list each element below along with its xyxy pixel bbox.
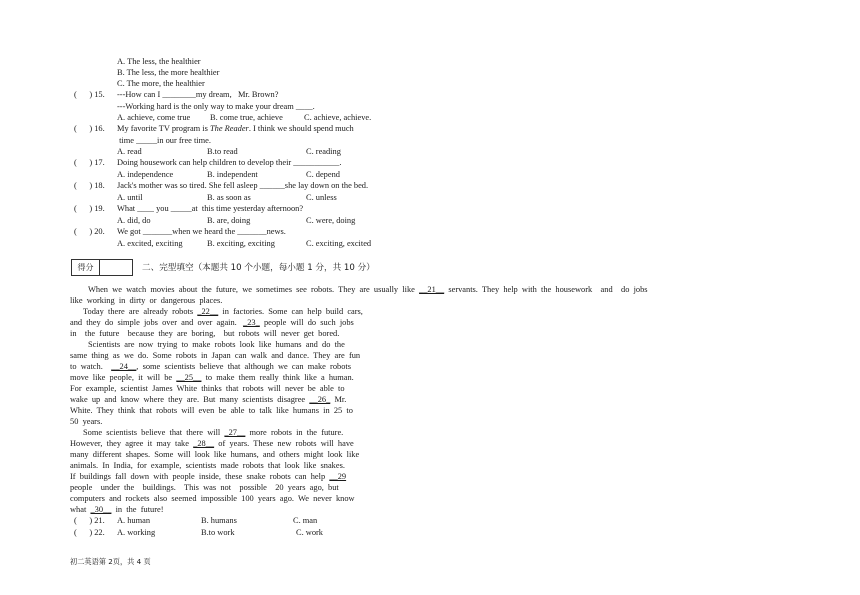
- q22-option-b: B.to work: [201, 528, 235, 537]
- blank-23: _23_: [243, 318, 260, 327]
- q21-bracket: ( ) 21.: [74, 516, 105, 525]
- passage-line: in the future because they are boring, but robots will never get bored.: [70, 329, 340, 338]
- passage-line: When we watch movies about the future, we sometimes see robots. They are usually like __21__ servants. They help with the housework and do jobs: [88, 285, 648, 294]
- q17-stem: Doing housework can help children to develop their ___________.: [117, 158, 342, 167]
- q15-stem-2: ---Working hard is the only way to make your dream ____.: [117, 102, 315, 111]
- q20-option-a: A. excited, exciting: [117, 239, 183, 248]
- q21-option-c: C. man: [293, 516, 318, 525]
- q15-option-b: B. come true, achieve: [210, 113, 283, 122]
- blank-27: _27__: [224, 428, 246, 437]
- q17-option-b: B. independent: [207, 170, 258, 179]
- passage-line: people under the buildings. This was not possible 20 years ago, but: [70, 483, 339, 492]
- blank-28: _28__: [193, 439, 215, 448]
- score-box: [71, 259, 133, 276]
- blank-25: __25__: [176, 373, 202, 382]
- q17-option-a: A. independence: [117, 170, 174, 179]
- passage-line: For example, scientist James White thinks that robots will never be able to: [70, 384, 345, 393]
- q14-option-a: A. The less, the healthier: [117, 57, 201, 66]
- q18-option-a: A. until: [117, 193, 143, 202]
- q16-stem: My favorite TV program is The Reader. I think we should spend much: [117, 124, 354, 133]
- score-label: 得分: [72, 260, 100, 275]
- q14-option-c: C. The more, the healthier: [117, 79, 205, 88]
- blank-29: __29: [329, 472, 347, 481]
- passage-line: like working in dirty or dangerous places.: [70, 296, 223, 305]
- passage-line: wake up and know where they are. But many scientists disagree __26_ Mr.: [70, 395, 347, 404]
- q18-option-c: C. unless: [306, 193, 337, 202]
- blank-24: __24__: [111, 362, 137, 371]
- q20-stem: We got _______when we heard the _______news.: [117, 227, 286, 236]
- q18-stem: Jack's mother was so tired. She fell asleep ______she lay down on the bed.: [117, 181, 369, 190]
- q15-bracket: ( ) 15.: [74, 90, 105, 99]
- q22-option-c: C. work: [296, 528, 323, 537]
- q16-option-c: C. reading: [306, 147, 341, 156]
- q19-bracket: ( ) 19.: [74, 204, 105, 213]
- q18-bracket: ( ) 18.: [74, 181, 105, 190]
- passage-line: animals. In India, for example, scientists made robots that look like snakes.: [70, 461, 345, 470]
- q19-option-c: C. were, doing: [306, 216, 356, 225]
- q15-option-a: A. achieve, come true: [117, 113, 191, 122]
- q15-stem: ---How can I ________my dream, Mr. Brown?: [117, 90, 279, 99]
- q14-option-b: B. The less, the more healthier: [117, 68, 220, 77]
- q17-bracket: ( ) 17.: [74, 158, 105, 167]
- q15-option-c: C. achieve, achieve.: [304, 113, 372, 122]
- passage-line: Scientists are now trying to make robots look like humans and do the: [88, 340, 345, 349]
- q18-option-b: B. as soon as: [207, 193, 251, 202]
- passage-line: If buildings fall down with people inside, these snake robots can help __29: [70, 472, 347, 481]
- passage-line: Today there are already robots _22__ in factories. Some can help build cars,: [83, 307, 363, 316]
- section-title: 二、完型填空（本题共 10 个小题，每小题 1 分，共 10 分）: [142, 263, 375, 273]
- q19-option-b: B. are, doing: [207, 216, 251, 225]
- q21-option-a: A. human: [117, 516, 151, 525]
- q16-bracket: ( ) 16.: [74, 124, 105, 133]
- passage-line: Some scientists believe that there will _27__ more robots in the future.: [83, 428, 344, 437]
- q17-option-c: C. depend: [306, 170, 340, 179]
- passage-line: White. They think that robots will even be able to talk like humans in 25 to: [70, 406, 353, 415]
- q19-stem: What ____ you _____at this time yesterday afternoon?: [117, 204, 304, 213]
- passage-line: what _30__ in the future!: [70, 505, 164, 514]
- passage-line: same thing as we do. Some robots in Japan can walk and dance. They are fun: [70, 351, 361, 360]
- page-footer: 初二英语第 2页，共 4 页: [70, 557, 151, 566]
- blank-30: _30__: [90, 505, 112, 514]
- passage-line: many different shapes. Some will look like humans, and others might look like: [70, 450, 360, 459]
- passage-line: 50 years.: [70, 417, 103, 426]
- q22-bracket: ( ) 22.: [74, 528, 105, 537]
- passage-line: move like people, it will be __25__ to make them really think like a human.: [70, 373, 354, 382]
- q20-option-c: C. exciting, excited: [306, 239, 372, 248]
- q20-option-b: B. exciting, exciting: [207, 239, 275, 248]
- q16-option-a: A. read: [117, 147, 142, 156]
- blank-21: __21__: [419, 285, 445, 294]
- passage-line: to watch. __24__, some scientists believe that although we can make robots: [70, 362, 351, 371]
- passage-line: computers and rockets also seemed impossible 100 years ago. We never know: [70, 494, 355, 503]
- blank-22: _22__: [197, 307, 219, 316]
- q16-stem-2: time _____in our free time.: [117, 136, 211, 145]
- q16-program-title: The Reader: [209, 124, 249, 133]
- blank-26: __26_: [309, 395, 331, 404]
- passage-line: and they do simple jobs over and over again. _23_ people will do such jobs: [70, 318, 354, 327]
- passage-line: However, they agree it may take _28__ of years. These new robots will have: [70, 439, 354, 448]
- q22-option-a: A. working: [117, 528, 156, 537]
- q19-option-a: A. did, do: [117, 216, 151, 225]
- q20-bracket: ( ) 20.: [74, 227, 105, 236]
- q21-option-b: B. humans: [201, 516, 237, 525]
- q16-option-b: B.to read: [207, 147, 238, 156]
